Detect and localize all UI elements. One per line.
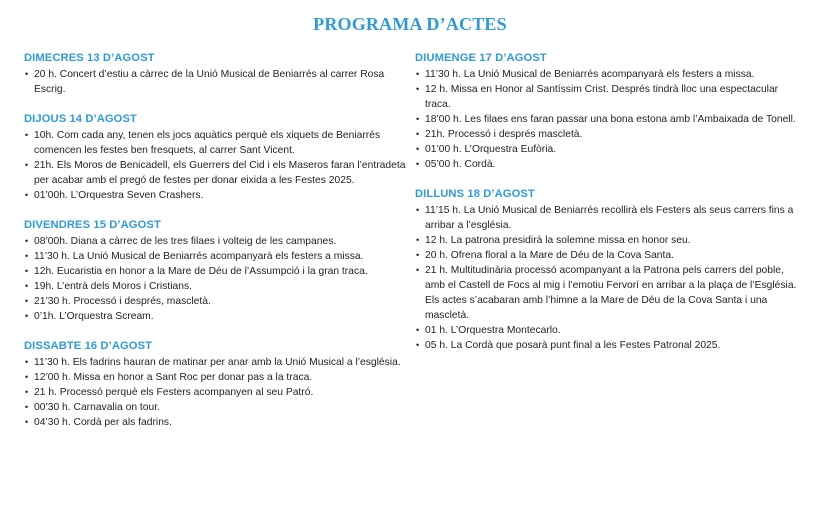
event-list (415, 203, 805, 353)
day-section (24, 51, 410, 97)
event-text: 08’00h. Diana a càrrec de les tres filaes i volteig de les campanes. (34, 236, 337, 247)
event-list (415, 67, 805, 172)
event-item (415, 233, 805, 248)
event-text: 18’00 h. Les filaes ens faran passar una bona estona amb l’Ambaixada de Tonell. (425, 114, 796, 125)
day-section (24, 218, 410, 324)
day-section (24, 339, 410, 430)
day-heading: DILLUNS 18 D’AGOST (415, 188, 535, 200)
event-text: 01’00h. L’Orquestra Seven Crashers. (34, 190, 204, 201)
event-text: 21 h. Processó perquè els Festers acompanyen al seu Patró. (34, 387, 314, 398)
bullet-icon: • (416, 114, 420, 124)
event-item (24, 279, 410, 294)
bullet-icon: • (25, 190, 29, 200)
event-item (24, 249, 410, 264)
event-item (415, 127, 805, 142)
bullet-icon: • (416, 205, 420, 215)
event-item (24, 188, 410, 203)
event-item (24, 128, 410, 158)
event-item (24, 355, 410, 370)
event-item (24, 234, 410, 249)
event-text: 21’30 h. Processó i després, mascletà. (34, 296, 211, 307)
event-item (24, 400, 410, 415)
event-text: 11’30 h. La Unió Musical de Beniarrés acompanyarà els festers a missa. (34, 251, 364, 262)
event-list (24, 234, 410, 324)
bullet-icon: • (25, 372, 29, 382)
day-heading: DIVENDRES 15 D’AGOST (24, 219, 161, 231)
left-column (24, 51, 410, 445)
day-section (415, 51, 805, 172)
event-item (24, 309, 410, 324)
event-text: 10h. Com cada any, tenen els jocs aquàtics perquè els xiquets de Beniarrés comencen les festes ben fresquets, al carrer Sant Vicent. (34, 130, 381, 156)
page-title: PROGRAMA D’ACTES (313, 14, 507, 34)
bullet-icon: • (416, 159, 420, 169)
event-text: 12 h. Missa en Honor al Santíssim Crist. Després tindrà lloc una espectacular traca. (425, 84, 779, 110)
day-heading: DIMECRES 13 D’AGOST (24, 52, 155, 64)
bullet-icon: • (25, 417, 29, 427)
bullet-icon: • (416, 250, 420, 260)
right-column (415, 51, 805, 368)
bullet-icon: • (25, 160, 29, 170)
event-item (415, 248, 805, 263)
event-item (415, 67, 805, 82)
event-text: 12h. Eucaristia en honor a la Mare de Déu de l’Assumpció i la gran traca. (34, 266, 368, 277)
bullet-icon: • (416, 84, 420, 94)
event-text: 21h. Els Moros de Benicadell, els Guerrers del Cid i els Maseros faran l’entradeta per acabar amb el pregó de festes per donar eixida a les Festes 2025. (34, 160, 406, 186)
event-text: 19h. L’entrà dels Moros i Cristians. (34, 281, 192, 292)
bullet-icon: • (25, 311, 29, 321)
bullet-icon: • (25, 251, 29, 261)
bullet-icon: • (416, 144, 420, 154)
event-text: 20 h. Ofrena floral a la Mare de Déu de la Cova Santa. (425, 250, 674, 261)
bullet-icon: • (416, 69, 420, 79)
bullet-icon: • (416, 129, 420, 139)
event-text: 01 h. L’Orquestra Montecarlo. (425, 325, 561, 336)
event-item (24, 415, 410, 430)
day-heading: DIUMENGE 17 D’AGOST (415, 52, 547, 64)
bullet-icon: • (25, 387, 29, 397)
bullet-icon: • (25, 69, 29, 79)
event-text: 21h. Processó i després mascletà. (425, 129, 583, 140)
event-text: 20 h. Concert d’estiu a càrrec de la Unió Musical de Beniarrés al carrer Rosa Escrig. (34, 69, 385, 95)
event-item (24, 67, 410, 97)
bullet-icon: • (416, 325, 420, 335)
event-text: 11’30 h. Els fadrins hauran de matinar per anar amb la Unió Musical a l’església. (34, 357, 401, 368)
event-item (24, 264, 410, 279)
day-section (415, 187, 805, 353)
event-item (415, 112, 805, 127)
day-section (24, 112, 410, 203)
event-item (415, 142, 805, 157)
bullet-icon: • (25, 402, 29, 412)
event-text: 11’15 h. La Unió Musical de Beniarrés recollirà els Festers als seus carrers fins a arribar a l’església. (425, 205, 794, 231)
event-item (415, 203, 805, 233)
event-item (24, 294, 410, 309)
event-text: 04’30 h. Cordà per als fadrins. (34, 417, 172, 428)
event-item (415, 157, 805, 172)
event-item (24, 158, 410, 188)
event-item (415, 338, 805, 353)
event-item (415, 323, 805, 338)
event-text: 05’00 h. Cordà. (425, 159, 496, 170)
bullet-icon: • (416, 265, 420, 275)
event-text: 0’1h. L’Orquestra Scream. (34, 311, 154, 322)
bullet-icon: • (25, 281, 29, 291)
event-text: 00’30 h. Carnavalia on tour. (34, 402, 160, 413)
day-heading: DIJOUS 14 D’AGOST (24, 113, 137, 125)
event-item (24, 370, 410, 385)
event-text: 12 h. La patrona presidirà la solemne missa en honor seu. (425, 235, 691, 246)
bullet-icon: • (25, 296, 29, 306)
bullet-icon: • (25, 236, 29, 246)
bullet-icon: • (416, 235, 420, 245)
event-list (24, 128, 410, 203)
bullet-icon: • (25, 130, 29, 140)
day-heading: DISSABTE 16 D’AGOST (24, 340, 153, 352)
event-item (415, 263, 805, 323)
event-list (24, 67, 410, 97)
bullet-icon: • (25, 266, 29, 276)
event-text: 21 h. Multitudinària processó acompanyant a la Patrona pels carrers del poble, amb el Castell de Focs al mig i l’emotiu Fervorí en arribar a la plaça de l’Església. Els actes s’acabaran amb l’himne a la Mare de Déu de la Cova Santa i una mascletà. (425, 265, 797, 321)
bullet-icon: • (25, 357, 29, 367)
event-item (24, 385, 410, 400)
event-text: 11’30 h. La Unió Musical de Beniarrés acompanyarà els festers a missa. (425, 69, 755, 80)
event-text: 12’00 h. Missa en honor a Sant Roc per donar pas a la traca. (34, 372, 313, 383)
event-list (24, 355, 410, 430)
event-text: 05 h. La Cordà que posarà punt final a les Festes Patronal 2025. (425, 340, 721, 351)
bullet-icon: • (416, 340, 420, 350)
event-item (415, 82, 805, 112)
event-text: 01’00 h. L’Orquestra Eufòria. (425, 144, 557, 155)
